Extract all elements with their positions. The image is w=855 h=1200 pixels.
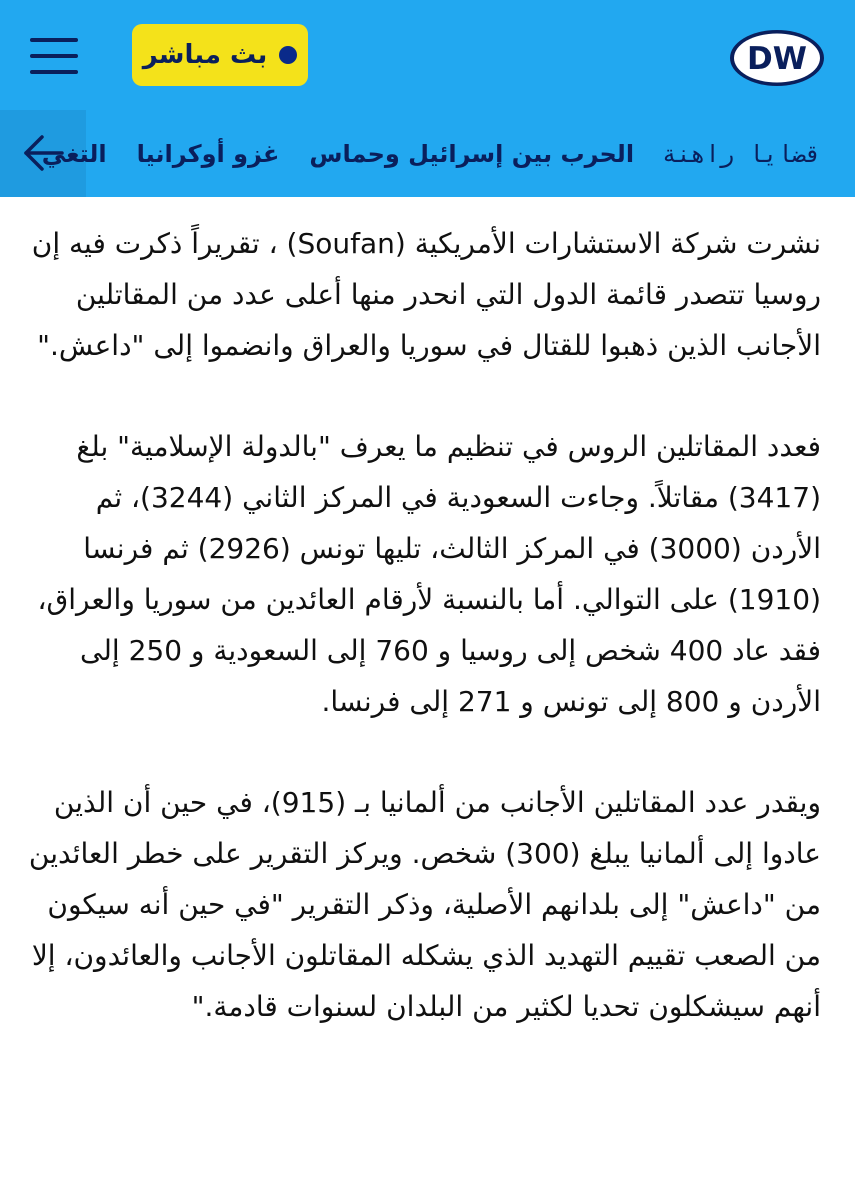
topic-israel-hamas-war[interactable]: الحرب بين إسرائيل وحماس — [309, 139, 635, 168]
live-label: بث مباشر — [142, 40, 268, 70]
dw-logo-text: DW — [747, 41, 807, 77]
article-paragraph: نشرت شركة الاستشارات الأمريكية (Soufan) ، تقريراً ذكرت فيه إن روسيا تتصدر قائمة الدول التي انحدر منها أعلى عدد من المقاتلين الأجانب الذين ذهبوا للقتال في سوريا والعراق وانضموا إلى "داعش." — [31, 227, 821, 362]
topic-ukraine-invasion[interactable]: غزو أوكرانيا — [136, 139, 280, 168]
topic-truncated[interactable]: التغي — [41, 139, 107, 168]
topics-nav — [0, 110, 855, 197]
article-paragraph: فعدد المقاتلين الروس في تنظيم ما يعرف "بالدولة الإسلامية" بلغ (3417) مقاتلاً. وجاءت السعودية في المركز الثاني (3244)، ثم الأردن (3000) في المركز الثالث، تليها تونس (2926) ثم فرنسا (1910) على التوالي. أما بالنسبة لأرقام العائدين من سوريا والعراق، فقد عاد 400 شخص إلى روسيا و 760 إلى السعودية و 250 إلى الأردن و 800 إلى تونس و 271 إلى فرنسا. — [37, 430, 821, 718]
dw-logo[interactable] — [728, 28, 826, 88]
live-dot-icon — [279, 46, 297, 64]
article-paragraph: ويقدر عدد المقاتلين الأجانب من ألمانيا بـ (915)، في حين أن الذين عادوا إلى ألمانيا يبلغ (300) شخص. ويركز التقرير على خطر العائدين من "داعش" إلى بلدانهم الأصلية، وذكر التقرير "في حين أنه سيكون من الصعب تقييم التهديد الذي يشكله المقاتلون الأجانب والعائدون، إلا أنهم سيشكلون تحديا لكثير من البلدان لسنوات قادمة." — [28, 786, 821, 1023]
menu-icon[interactable] — [30, 36, 78, 76]
live-broadcast-button[interactable] — [132, 24, 308, 86]
article-body — [28, 218, 821, 1082]
site-header — [0, 0, 855, 197]
topics-list — [41, 110, 821, 197]
topics-label: قضايا راهنة — [662, 139, 821, 168]
